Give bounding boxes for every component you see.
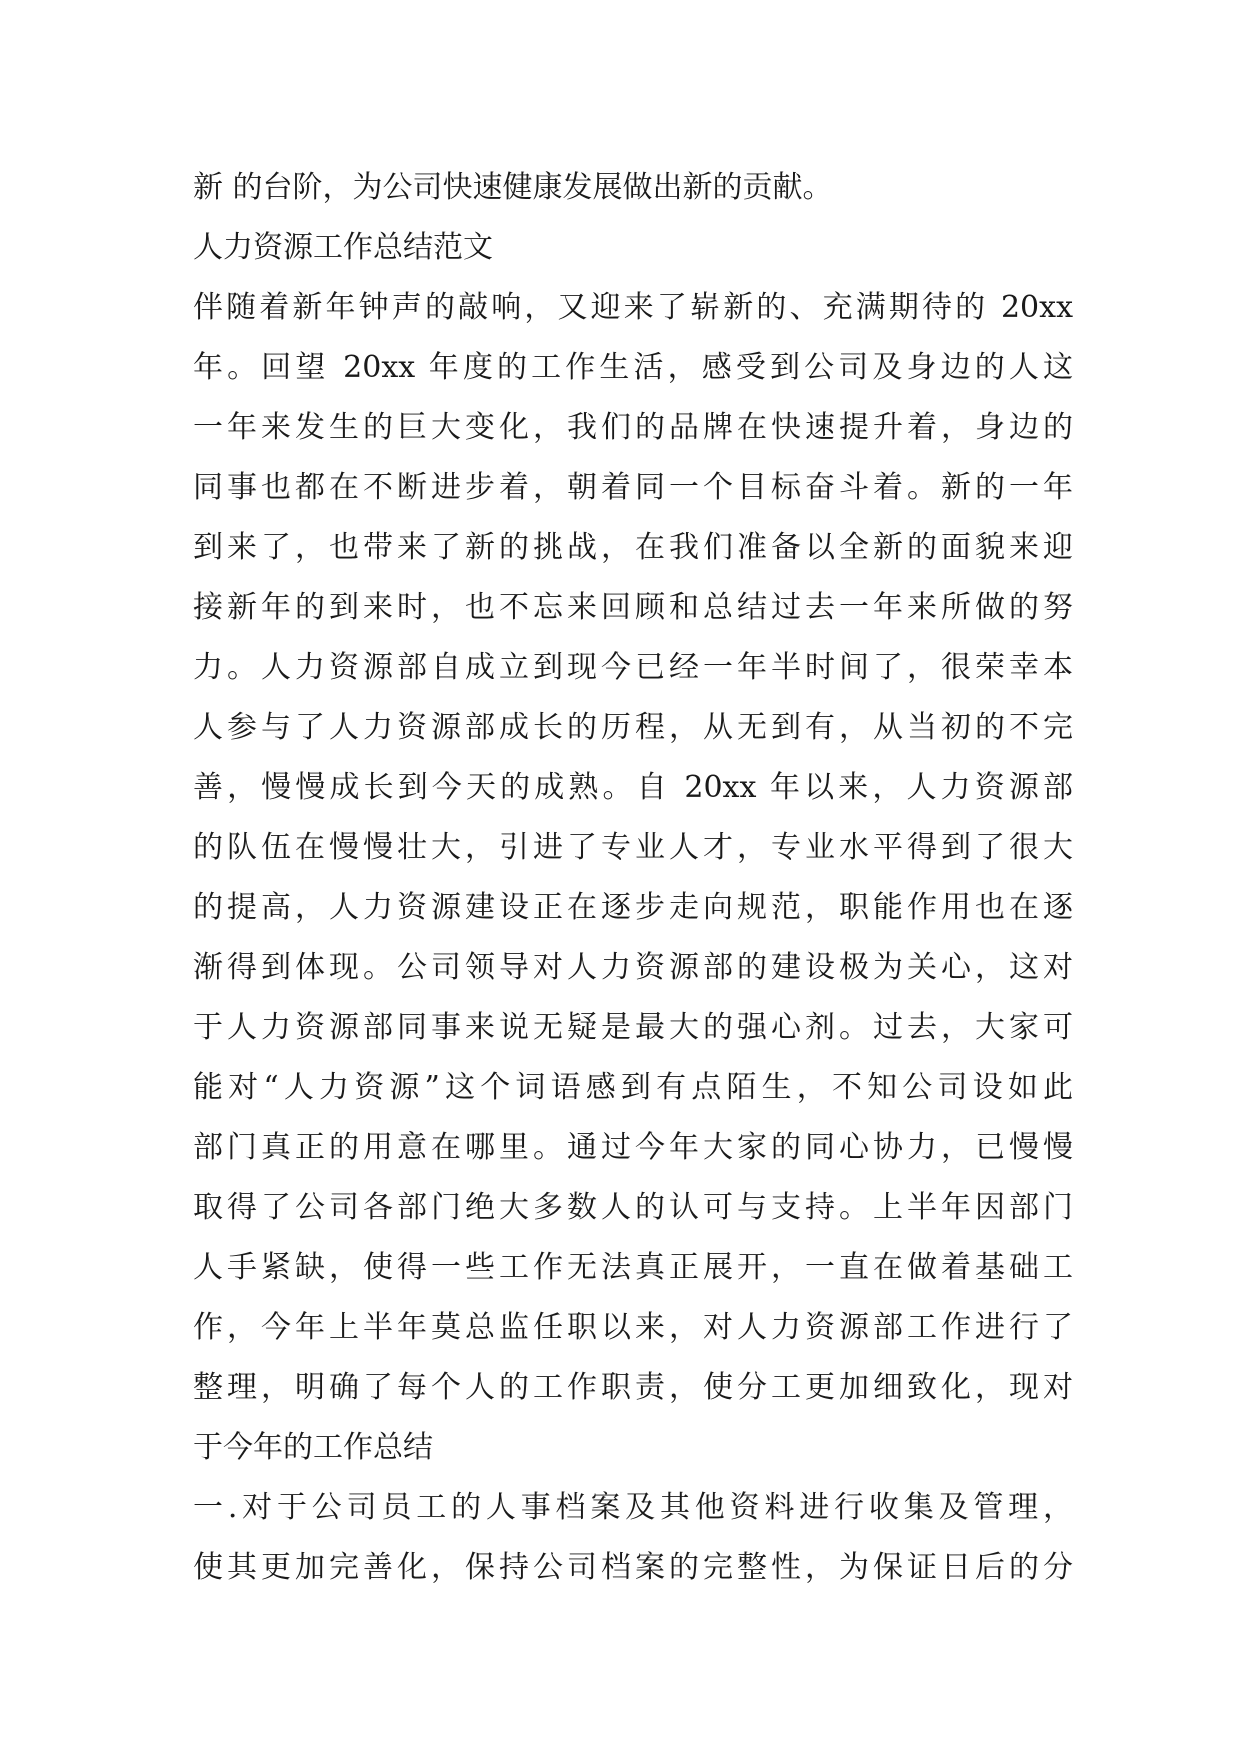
text-line: 作，今年上半年莫总监任职以来，对人力资源部工作进行了: [193, 1310, 1073, 1345]
text-line: 渐得到体现。公司领导对人力资源部的建设极为关心，这对: [193, 950, 1073, 985]
text-line: 力。人力资源部自成立到现今已经一年半时间了，很荣幸本: [193, 650, 1073, 685]
text-line: 的提高，人力资源建设正在逐步走向规范，职能作用也在逐: [193, 890, 1073, 925]
text-line: 一年来发生的巨大变化，我们的品牌在快速提升着，身边的: [193, 410, 1073, 445]
text-line: 善，慢慢成长到今天的成熟。自 20xx 年以来，人力资源部: [193, 770, 1073, 805]
text-line: 年。回望 20xx 年度的工作生活，感受到公司及身边的人这: [193, 350, 1073, 385]
text-line: 能对“人力资源”这个词语感到有点陌生，不知公司设如此: [193, 1070, 1073, 1105]
text-line: 人手紧缺，使得一些工作无法真正展开，一直在做着基础工: [193, 1250, 1073, 1285]
text-line: 于今年的工作总结: [193, 1430, 433, 1465]
text-line: 新 的台阶，为公司快速健康发展做出新的贡献。: [193, 170, 833, 205]
text-line: 的队伍在慢慢壮大，引进了专业人才，专业水平得到了很大: [193, 830, 1073, 865]
text-line: 整理，明确了每个人的工作职责，使分工更加细致化，现对: [193, 1370, 1073, 1405]
text-line: 同事也都在不断进步着，朝着同一个目标奋斗着。新的一年: [193, 470, 1073, 505]
text-line: 接新年的到来时，也不忘来回顾和总结过去一年来所做的努: [193, 590, 1073, 625]
text-line: 人参与了人力资源部成长的历程，从无到有，从当初的不完: [193, 710, 1073, 745]
text-line: 于人力资源部同事来说无疑是最大的强心剂。过去，大家可: [193, 1010, 1073, 1045]
text-line: 人力资源工作总结范文: [193, 230, 493, 265]
text-line: 部门真正的用意在哪里。通过今年大家的同心协力，已慢慢: [193, 1130, 1073, 1165]
text-line: 伴随着新年钟声的敲响，又迎来了崭新的、充满期待的 20xx: [193, 290, 1073, 325]
body-text: [193, 158, 1073, 1598]
text-line: 到来了，也带来了新的挑战，在我们准备以全新的面貌来迎: [193, 530, 1073, 565]
text-line: 使其更加完善化，保持公司档案的完整性，为保证日后的分: [193, 1550, 1073, 1585]
text-line: 一.对于公司员工的人事档案及其他资料进行收集及管理，: [193, 1490, 1073, 1525]
text-line: 取得了公司各部门绝大多数人的认可与支持。上半年因部门: [193, 1190, 1073, 1225]
